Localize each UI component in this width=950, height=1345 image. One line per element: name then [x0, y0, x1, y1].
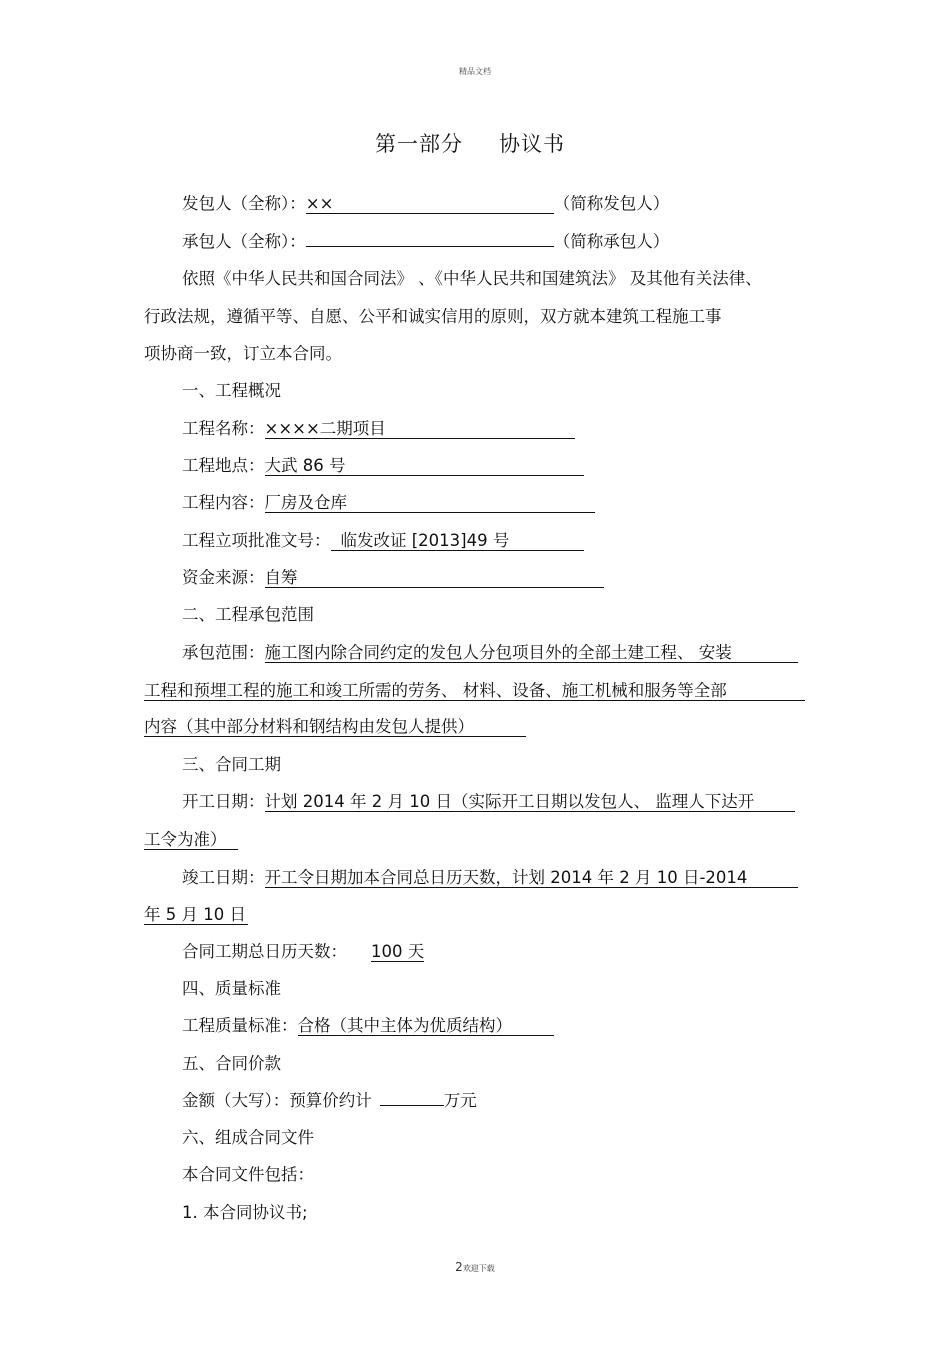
contractor-label: 承包人（全称）：	[182, 232, 306, 251]
scope-line	[144, 680, 805, 702]
quality-label: 工程质量标准：	[182, 1016, 298, 1035]
duration-label: 合同工期总日历天数：	[182, 942, 347, 961]
project-location-line	[182, 455, 584, 477]
start-date-value: 工令为准）	[144, 830, 238, 850]
employer-label: 发包人（全称）：	[182, 194, 306, 213]
preamble-line: 依照《中华人民共和国合同法》 、《中华人民共和国建筑法》 及其他有关法律、	[182, 269, 762, 288]
page-title	[0, 128, 940, 158]
scope-text: 施工图内除合同约定的发包人分包项目外的全部土建工程、 安装	[265, 643, 798, 663]
scope-text: 工程和预埋工程的施工和竣工所需的劳务、 材料、设备、施工机械和服务等全部	[144, 681, 805, 701]
finish-date-value: 开工令日期加本合同总日历天数，计划 2014 年 2 月 10 日-2014	[265, 868, 798, 888]
quality-value: 合格（其中主体为优质结构）	[298, 1016, 554, 1036]
project-name-line	[182, 418, 575, 440]
contractor-line	[182, 231, 669, 253]
amount-label: 金额（大写）：预算价约计	[182, 1091, 372, 1110]
scope-text: 内容（其中部分材料和钢结构由发包人提供）	[144, 717, 526, 737]
section-heading: 三、合同工期	[182, 755, 281, 774]
section-heading: 四、质量标准	[182, 979, 281, 998]
project-content-value: 厂房及仓库	[265, 493, 595, 513]
finish-date-value: 年 5 月 10 日	[144, 905, 248, 925]
project-content-line	[182, 492, 595, 514]
project-location-label: 工程地点：	[182, 456, 265, 475]
scope-label: 承包范围：	[182, 643, 265, 662]
documents-intro: 本合同文件包括：	[182, 1165, 314, 1184]
project-location-value: 大武 86 号	[265, 456, 584, 476]
project-name-label: 工程名称：	[182, 419, 265, 438]
section-heading: 二、工程承包范围	[182, 605, 314, 624]
preamble-line: 行政法规，遵循平等、自愿、公平和诚实信用的原则，双方就本建筑工程施工事	[144, 307, 722, 326]
contractor-short: （简称承包人）	[553, 232, 670, 251]
amount-unit: 万元	[443, 1091, 477, 1110]
contractor-value	[306, 246, 554, 247]
page-footer	[0, 1260, 950, 1274]
section-heading: 六、组成合同文件	[182, 1128, 314, 1147]
page-number: 2	[455, 1260, 463, 1274]
fund-value: 自筹	[265, 568, 604, 588]
start-date-line	[144, 829, 238, 851]
project-name-value: ××××二期项目	[265, 419, 575, 439]
approval-value: 临发改证 [2013]49 号	[331, 531, 584, 551]
approval-line	[182, 530, 584, 552]
section-heading: 五、合同价款	[182, 1054, 281, 1073]
preamble-line: 项协商一致，订立本合同。	[144, 344, 342, 363]
start-date-label: 开工日期：	[182, 792, 265, 811]
employer-short: （简称发包人）	[553, 194, 670, 213]
project-content-label: 工程内容：	[182, 493, 265, 512]
amount-blank	[380, 1105, 444, 1106]
title-part: 第一部分	[375, 132, 463, 156]
quality-line	[182, 1015, 554, 1037]
finish-date-line	[144, 904, 248, 926]
documents-item: 1. 本合同协议书;	[182, 1203, 308, 1222]
scope-line	[182, 642, 798, 664]
start-date-line	[182, 791, 795, 813]
approval-label: 工程立项批准文号：	[182, 531, 331, 550]
fund-label: 资金来源：	[182, 568, 265, 587]
employer-line	[182, 193, 669, 215]
duration-line	[182, 941, 424, 963]
employer-value: ××	[306, 194, 554, 214]
finish-date-label: 竣工日期：	[182, 868, 265, 887]
finish-date-line	[182, 867, 798, 889]
duration-value: 100 天	[371, 942, 425, 961]
section-heading: 一、工程概况	[182, 381, 281, 400]
scope-line	[144, 716, 526, 738]
title-name: 协议书	[499, 132, 565, 156]
amount-line	[182, 1090, 477, 1112]
start-date-value: 计划 2014 年 2 月 10 日（实际开工日期以发包人、 监理人下达开	[265, 792, 795, 812]
fund-line	[182, 567, 604, 589]
page-header-note: 精品文档	[459, 67, 491, 76]
footer-text: 欢迎下载	[462, 1264, 495, 1273]
